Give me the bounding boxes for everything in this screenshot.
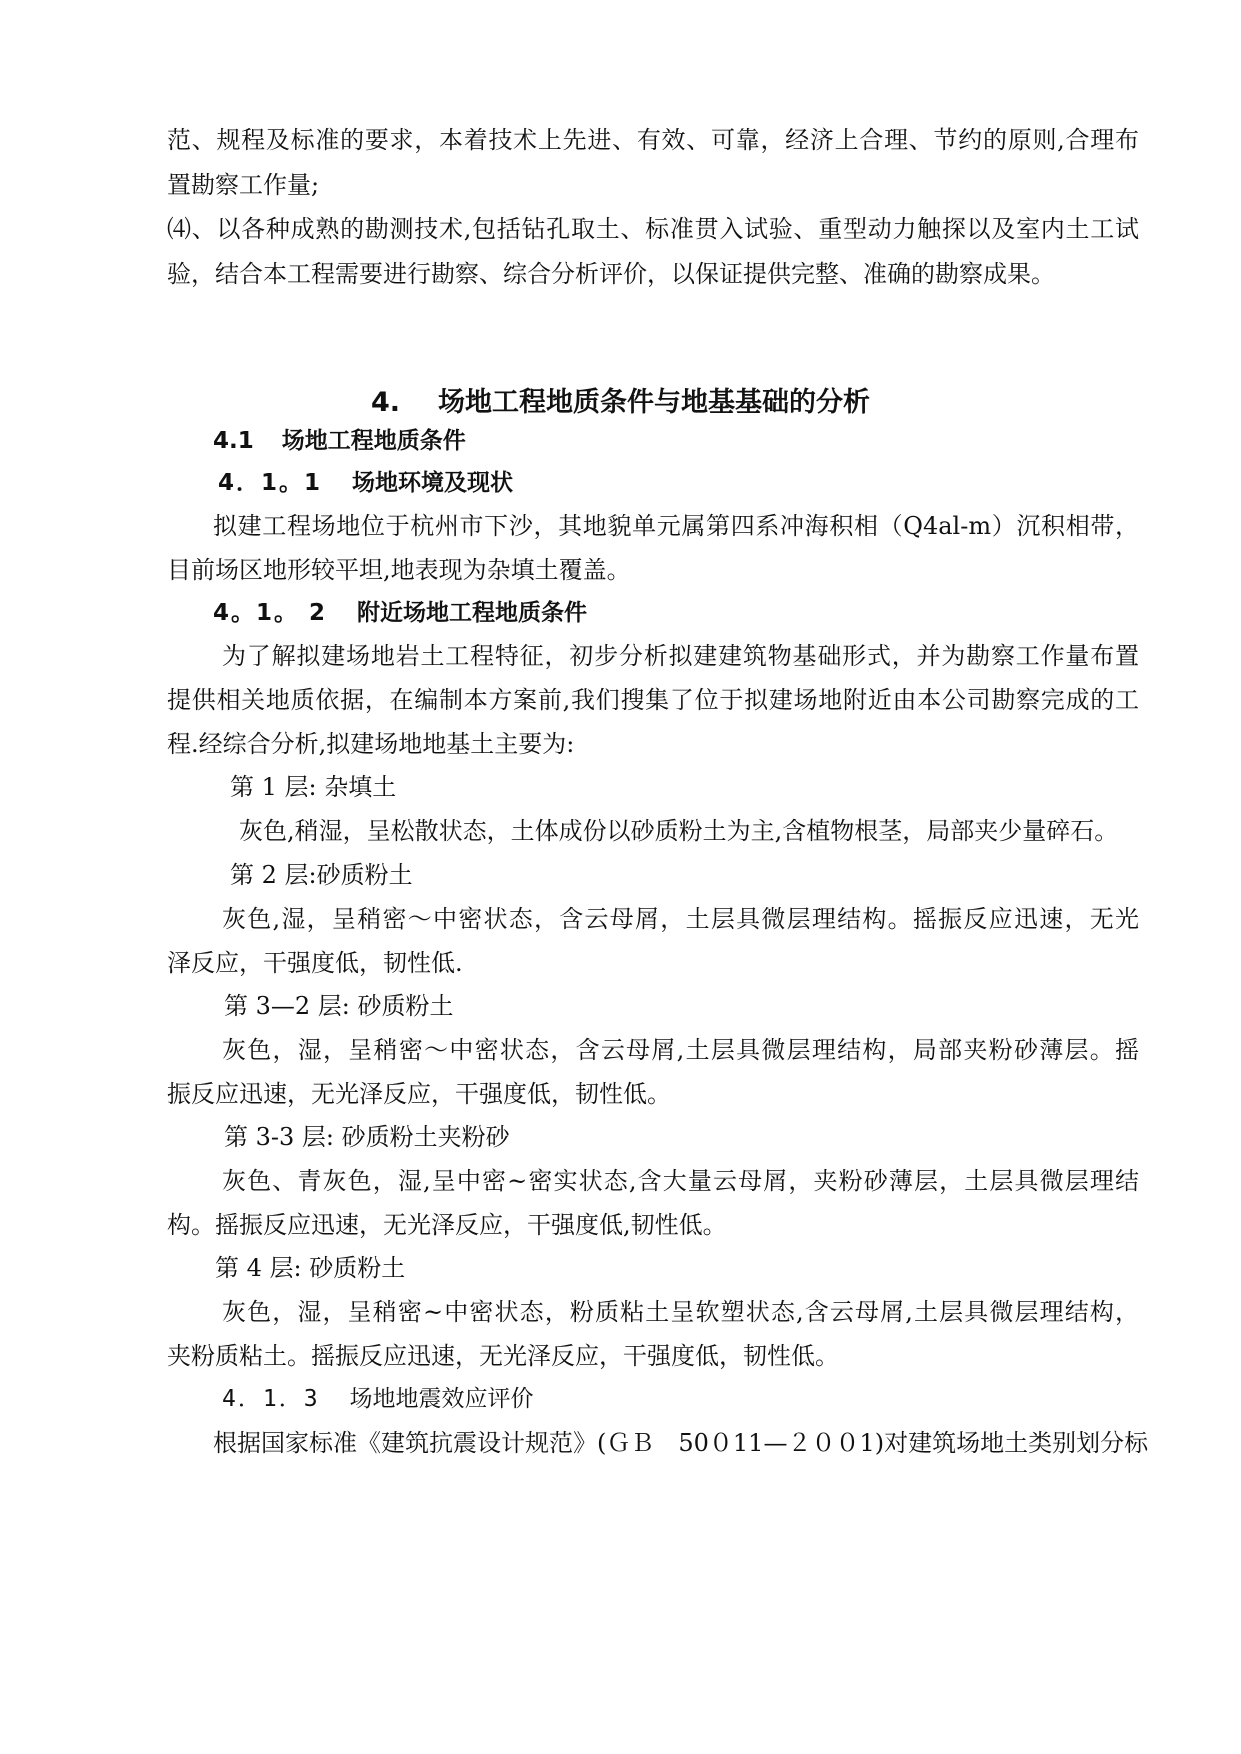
- layer-3-3-desc-line-1: 灰色、青灰色，湿,呈中密~密实状态,含大量云母屑，夹粉砂薄层，土层具微层理结: [222, 1167, 1139, 1195]
- layer-1-desc-line-1: 灰色,稍湿，呈松散状态，土体成份以砂质粉土为主,含植物根茎，局部夹少量碎石。: [239, 817, 1119, 845]
- layer-1-name: 第 1 层: 杂填土: [230, 773, 397, 801]
- intro-line-1: 范、规程及标准的要求，本着技术上先进、有效、可靠，经济上合理、节约的原则,合理布: [167, 126, 1139, 154]
- layer-3-2-desc-line-2: 振反应迅速，无光泽反应，干强度低，韧性低。: [167, 1080, 671, 1108]
- section-4-1-1-number: 4．1。1: [218, 470, 323, 496]
- layer-3-3-name: 第 3-3 层: 砂质粉土夹粉砂: [224, 1123, 510, 1151]
- intro-line-4: 验，结合本工程需要进行勘察、综合分析评价，以保证提供完整、准确的勘察成果。: [167, 260, 1055, 288]
- layer-2-desc-line-1: 灰色,湿，呈稍密～中密状态，含云母屑，土层具微层理结构。摇振反应迅速，无光: [222, 905, 1139, 933]
- section-4-1-3-para-line-1: 根据国家标准《建筑抗震设计规范》(ＧＢ 50０11—２００1)对建筑场地土类别划分标: [213, 1429, 1149, 1457]
- layer-2-name: 第 2 层:砂质粉土: [230, 861, 413, 889]
- section-4-1-2-number: 4。1。 2: [213, 600, 328, 626]
- section-4-title: 场地工程地质条件与地基基础的分析: [438, 387, 871, 418]
- layer-3-2-desc-line-1: 灰色，湿，呈稍密～中密状态，含云母屑,土层具微层理结构，局部夹粉砂薄层。摇: [222, 1036, 1139, 1064]
- section-4-1-3-heading: [222, 1384, 534, 1414]
- section-4-1-2-para-line-1: 为了解拟建场地岩土工程特征，初步分析拟建建筑物基础形式，并为勘察工作量布置: [222, 642, 1139, 670]
- section-4-1-1-para-line-1: 拟建工程场地位于杭州市下沙，其地貌单元属第四系冲海积相（Q4al-m）沉积相带，: [213, 512, 1139, 540]
- section-4-1-title: 场地工程地质条件: [281, 428, 466, 454]
- section-4-1-3-number: 4．1．3: [222, 1386, 320, 1412]
- section-4-1-number: 4.1: [213, 428, 254, 454]
- section-4-1-2-para-line-3: 程.经综合分析,拟建场地地基土主要为:: [167, 730, 575, 758]
- section-4-1-heading: [213, 426, 466, 456]
- section-4-1-1-heading: [218, 468, 513, 498]
- intro-line-2: 置勘察工作量;: [167, 171, 320, 199]
- layer-4-desc-line-2: 夹粉质粘土。摇振反应迅速，无光泽反应，干强度低，韧性低。: [167, 1342, 839, 1370]
- section-4-1-2-heading: [213, 598, 587, 628]
- section-4-1-1-para-line-2: 目前场区地形较平坦,地表现为杂填土覆盖。: [167, 556, 631, 584]
- section-4-1-2-para-line-2: 提供相关地质依据，在编制本方案前,我们搜集了位于拟建场地附近由本公司勘察完成的工: [167, 686, 1139, 714]
- section-4-1-2-title: 附近场地工程地质条件: [357, 600, 588, 626]
- layer-3-2-name: 第 3—2 层: 砂质粉土: [224, 992, 454, 1020]
- layer-4-desc-line-1: 灰色，湿，呈稍密~中密状态，粉质粘土呈软塑状态,含云母屑,土层具微层理结构，: [222, 1298, 1139, 1326]
- intro-line-3: ⑷、以各种成熟的勘测技术,包括钻孔取土、标准贯入试验、重型动力触探以及室内土工试: [167, 215, 1139, 243]
- section-4-number: 4.: [370, 387, 401, 418]
- layer-2-desc-line-2: 泽反应，干强度低，韧性低.: [167, 949, 463, 977]
- section-4-1-3-title: 场地地震效应评价: [349, 1386, 534, 1412]
- section-4-heading: [0, 386, 1241, 420]
- layer-4-name: 第 4 层: 砂质粉土: [215, 1254, 406, 1282]
- layer-3-3-desc-line-2: 构。摇振反应迅速，无光泽反应，干强度低,韧性低。: [167, 1211, 727, 1239]
- section-4-1-1-title: 场地环境及现状: [352, 470, 514, 496]
